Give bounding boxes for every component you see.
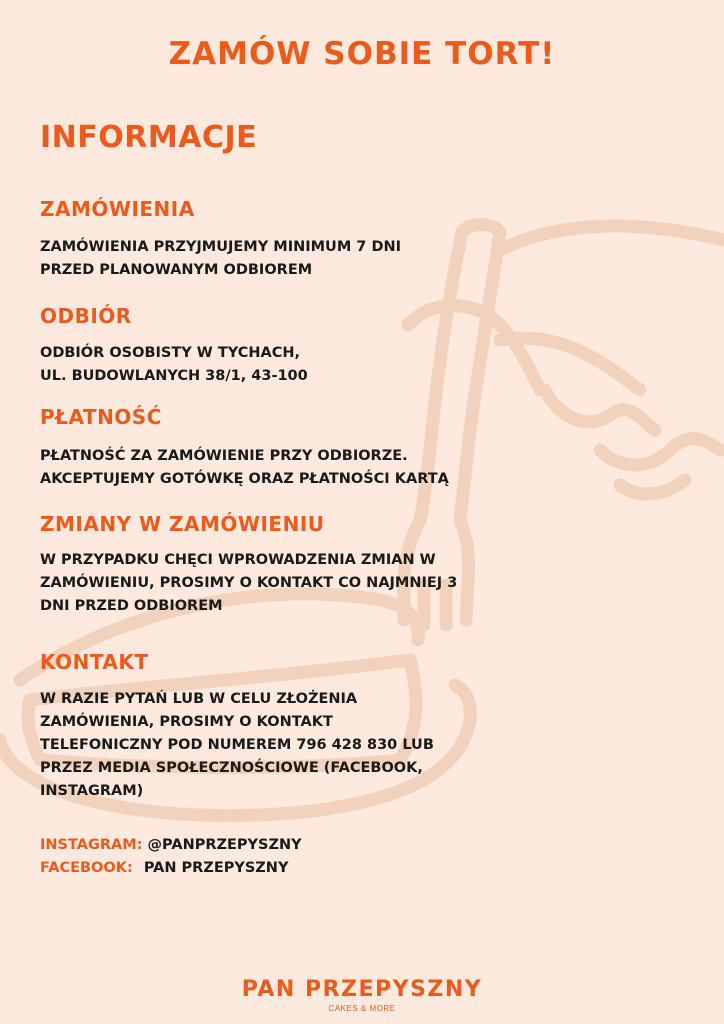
section-line: DNI PRZED ODBIOREM [40, 598, 223, 614]
section-line: PRZED PLANOWANYM ODBIOREM [40, 262, 313, 278]
brand-logo-name: PAN PRZEPYSZNY [241, 977, 483, 1002]
section-line: AKCEPTUJEMY GOTÓWKĘ ORAZ PŁATNOŚCI KARTĄ [40, 471, 449, 487]
facebook-label: FACEBOOK: [40, 860, 133, 876]
section-line: ODBIÓR OSOBISTY W TYCHACH, [40, 345, 300, 361]
section-body-payment [40, 445, 449, 491]
main-heading: INFORMACJE [40, 120, 258, 155]
section-heading-contact: KONTAKT [40, 650, 149, 674]
section-line: W RAZIE PYTAŃ LUB W CELU ZŁOŻENIA [40, 691, 358, 707]
section-body-contact [40, 688, 434, 803]
section-line: ZAMÓWIENIA PRZYJMUJEMY MINIMUM 7 DNI [40, 239, 402, 255]
section-line: UL. BUDOWLANYCH 38/1, 43-100 [40, 368, 308, 384]
section-heading-orders: ZAMÓWIENIA [40, 197, 195, 221]
page-title: ZAMÓW SOBIE TORT! [168, 36, 556, 72]
facebook-handle: PAN PRZEPYSZNY [143, 860, 289, 876]
social-links [40, 834, 302, 880]
section-line: PRZEZ MEDIA SPOŁECZNOŚCIOWE (FACEBOOK, [40, 760, 423, 776]
section-line: INSTAGRAM) [40, 783, 144, 799]
instagram-label: INSTAGRAM: [40, 837, 143, 853]
section-heading-changes: ZMIANY W ZAMÓWIENIU [40, 512, 325, 536]
instagram-handle: @PANPRZEPYSZNY [147, 837, 302, 853]
section-body-orders [40, 236, 401, 282]
section-line: ZAMÓWIENIU, PROSIMY O KONTAKT CO NAJMNIEJ 3 [40, 575, 458, 591]
section-body-changes [40, 549, 457, 618]
facebook-row [40, 857, 302, 880]
instagram-row [40, 834, 302, 857]
section-line: ZAMÓWIENIA, PROSIMY O KONTAKT [40, 714, 333, 730]
section-line: TELEFONICZNY POD NUMEREM 796 428 830 LUB [40, 737, 434, 753]
section-body-pickup [40, 342, 308, 388]
section-heading-payment: PŁATNOŚĆ [40, 405, 162, 429]
section-line: PŁATNOŚĆ ZA ZAMÓWIENIE PRZY ODBIORZE. [40, 448, 408, 464]
section-heading-pickup: ODBIÓR [40, 304, 132, 328]
section-line: W PRZYPADKU CHĘCI WPROWADZENIA ZMIAN W [40, 552, 436, 568]
brand-tagline: CAKES & MORE [328, 1004, 396, 1013]
